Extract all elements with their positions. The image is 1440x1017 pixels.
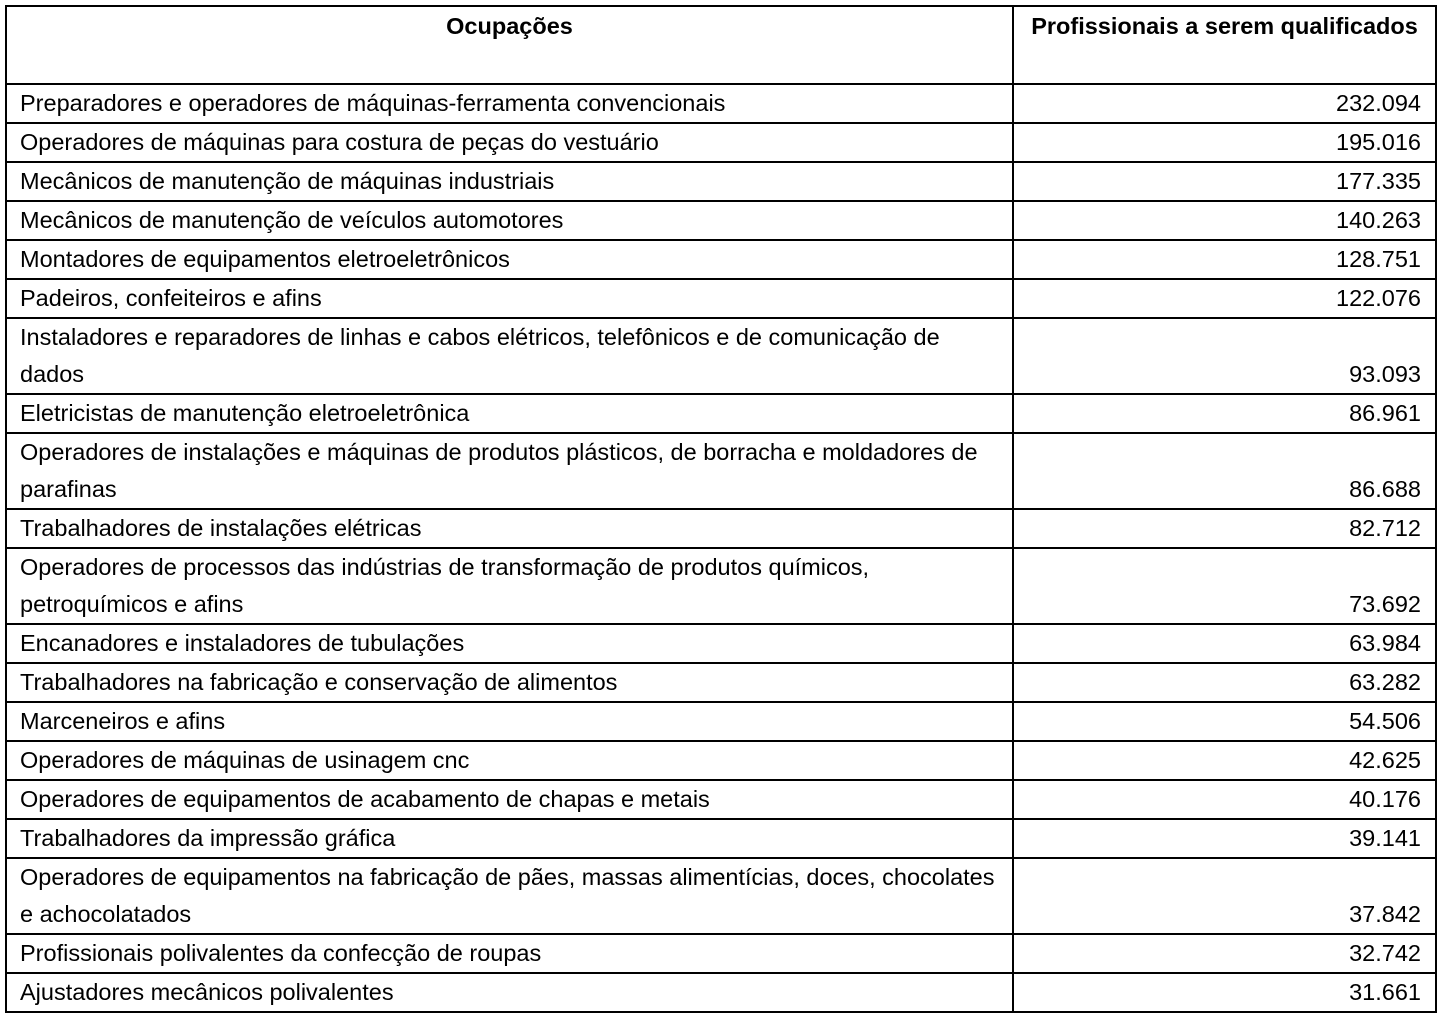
occupation-cell: Profissionais polivalentes da confecção de roupas (6, 934, 1013, 973)
table-row (6, 84, 1436, 123)
occupation-cell: Operadores de equipamentos na fabricação de pães, massas alimentícias, doces, chocolates e achocolatados (6, 858, 1013, 934)
table-row (6, 934, 1436, 973)
table-row (6, 741, 1436, 780)
count-cell: 82.712 (1013, 509, 1436, 548)
count-cell: 63.282 (1013, 663, 1436, 702)
table-row (6, 663, 1436, 702)
count-cell: 122.076 (1013, 279, 1436, 318)
table-row (6, 394, 1436, 433)
occupation-cell: Operadores de processos das indústrias de transformação de produtos químicos, petroquímicos e afins (6, 548, 1013, 624)
table-row (6, 858, 1436, 934)
table-row (6, 433, 1436, 509)
table-row (6, 509, 1436, 548)
occupation-cell: Trabalhadores da impressão gráfica (6, 819, 1013, 858)
occupation-cell: Operadores de máquinas para costura de peças do vestuário (6, 123, 1013, 162)
occupation-cell: Marceneiros e afins (6, 702, 1013, 741)
table-row (6, 162, 1436, 201)
count-cell: 32.742 (1013, 934, 1436, 973)
table-row (6, 548, 1436, 624)
count-cell: 232.094 (1013, 84, 1436, 123)
occupation-cell: Eletricistas de manutenção eletroeletrônica (6, 394, 1013, 433)
count-cell: 195.016 (1013, 123, 1436, 162)
count-cell: 54.506 (1013, 702, 1436, 741)
occupation-cell: Operadores de equipamentos de acabamento de chapas e metais (6, 780, 1013, 819)
occupation-cell: Trabalhadores de instalações elétricas (6, 509, 1013, 548)
occupations-table (5, 5, 1437, 1013)
table-row (6, 624, 1436, 663)
table-row (6, 123, 1436, 162)
occupations-table-container (5, 5, 1435, 1013)
table-row (6, 240, 1436, 279)
occupation-cell: Trabalhadores na fabricação e conservação de alimentos (6, 663, 1013, 702)
occupation-cell: Preparadores e operadores de máquinas-ferramenta convencionais (6, 84, 1013, 123)
table-row (6, 780, 1436, 819)
count-cell: 40.176 (1013, 780, 1436, 819)
count-cell: 86.688 (1013, 433, 1436, 509)
count-cell: 86.961 (1013, 394, 1436, 433)
occupation-cell: Operadores de máquinas de usinagem cnc (6, 741, 1013, 780)
table-row (6, 318, 1436, 394)
count-cell: 177.335 (1013, 162, 1436, 201)
occupation-cell: Encanadores e instaladores de tubulações (6, 624, 1013, 663)
count-cell: 39.141 (1013, 819, 1436, 858)
count-cell: 128.751 (1013, 240, 1436, 279)
table-row (6, 279, 1436, 318)
count-cell: 31.661 (1013, 973, 1436, 1012)
occupation-cell: Instaladores e reparadores de linhas e cabos elétricos, telefônicos e de comunicação de dados (6, 318, 1013, 394)
count-cell: 37.842 (1013, 858, 1436, 934)
occupation-cell: Ajustadores mecânicos polivalentes (6, 973, 1013, 1012)
count-cell: 42.625 (1013, 741, 1436, 780)
count-cell: 140.263 (1013, 201, 1436, 240)
occupation-cell: Mecânicos de manutenção de máquinas industriais (6, 162, 1013, 201)
table-header-row (6, 6, 1436, 84)
occupation-cell: Operadores de instalações e máquinas de produtos plásticos, de borracha e moldadores de parafinas (6, 433, 1013, 509)
table-row (6, 702, 1436, 741)
header-occupations: Ocupações (6, 6, 1013, 84)
count-cell: 63.984 (1013, 624, 1436, 663)
header-professionals: Profissionais a serem qualificados (1013, 6, 1436, 84)
occupation-cell: Montadores de equipamentos eletroeletrônicos (6, 240, 1013, 279)
occupation-cell: Padeiros, confeiteiros e afins (6, 279, 1013, 318)
table-row (6, 819, 1436, 858)
table-row (6, 201, 1436, 240)
table-row (6, 973, 1436, 1012)
count-cell: 93.093 (1013, 318, 1436, 394)
count-cell: 73.692 (1013, 548, 1436, 624)
occupation-cell: Mecânicos de manutenção de veículos automotores (6, 201, 1013, 240)
